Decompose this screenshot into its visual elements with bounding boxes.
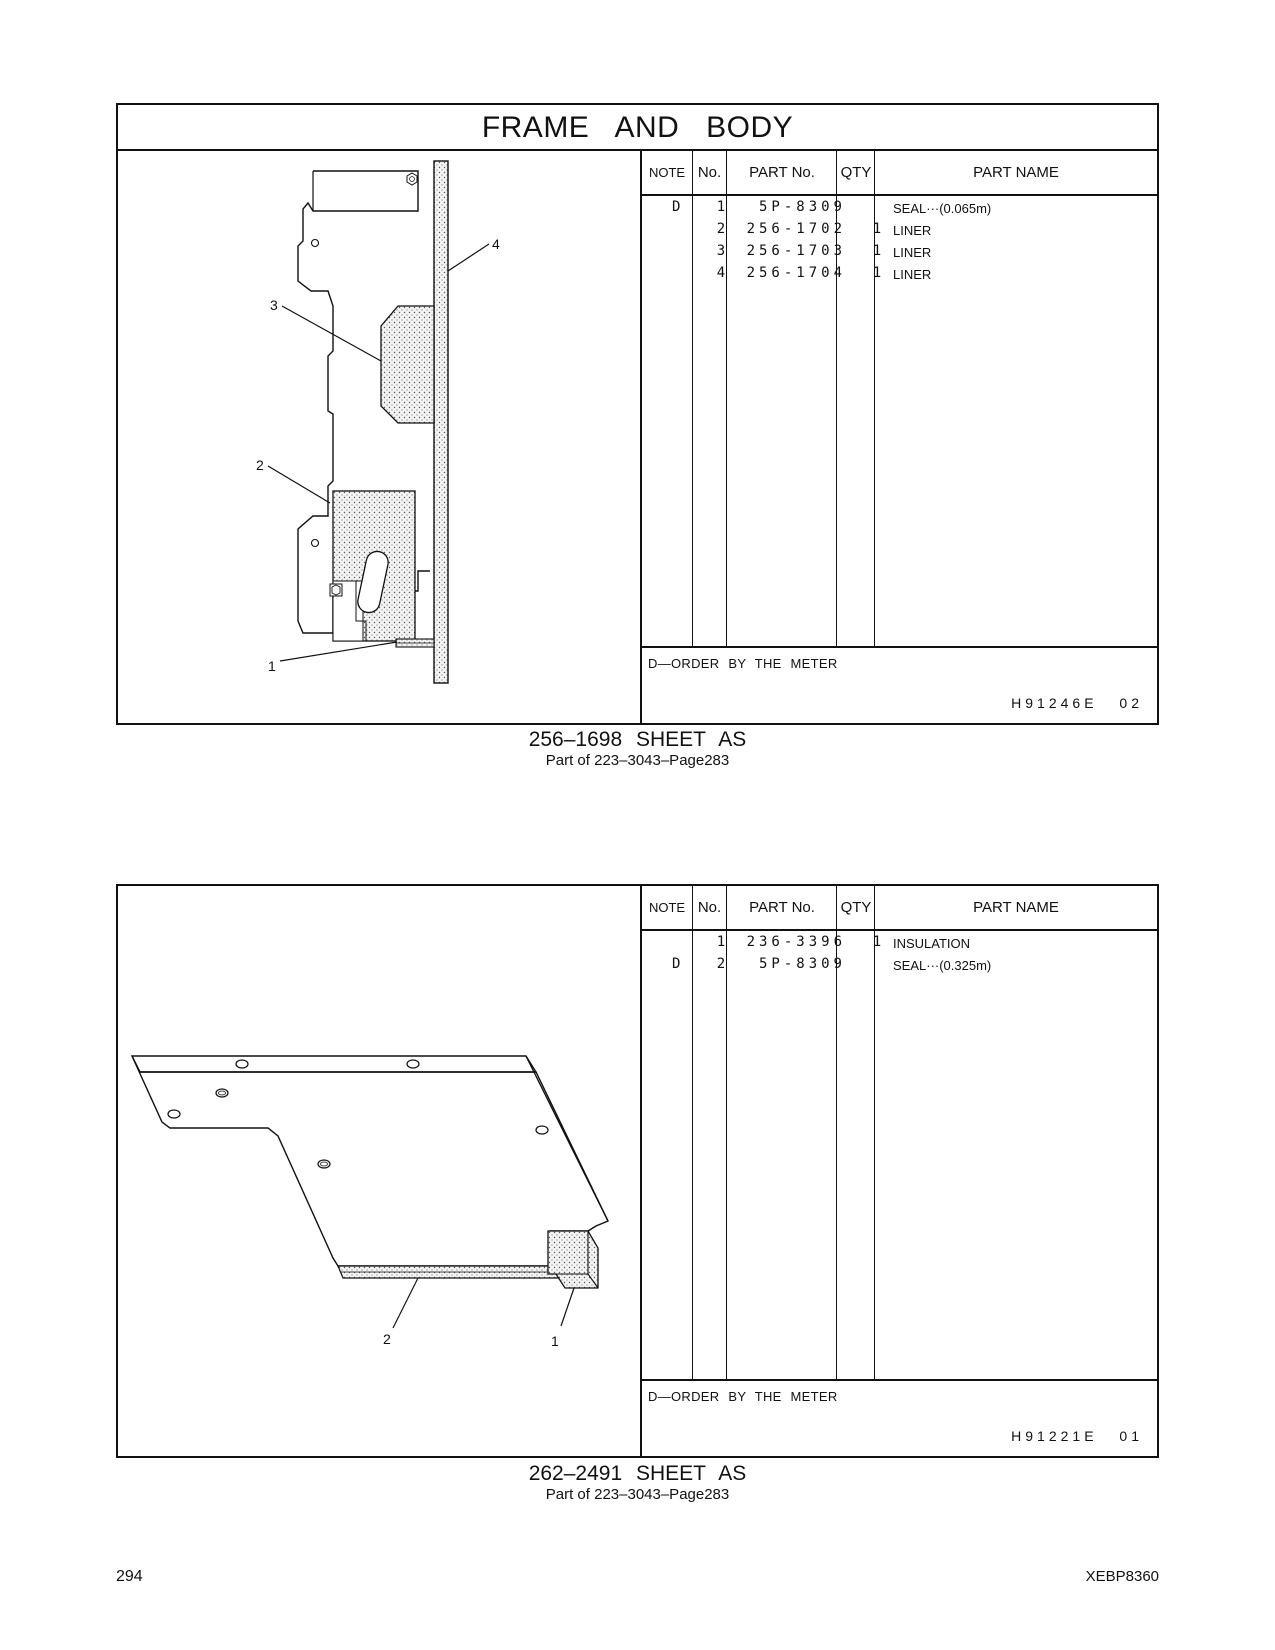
parts-table-1 [642,151,1157,723]
table-row: D 1 5P-8309 SEAL···(0.065m) [672,199,992,216]
nut-top [407,173,417,185]
section-title: FRAME AND BODY [118,105,1157,151]
caption-1 [0,728,1275,769]
liner-3 [381,306,434,423]
caption-title: 256–1698 SHEET AS [528,728,747,751]
table-row: 1 236-3396 1 INSULATION [716,934,971,951]
table-footer [642,1379,1157,1456]
table-row: 4 256-1704 1 LINER [716,265,932,282]
drawing-code: H91221E 01 [1011,1428,1143,1444]
table-footer [642,646,1157,723]
callout-1: 1 [268,658,276,674]
insulation-sheet [132,1056,536,1072]
table-row: D 2 5P-8309 SEAL···(0.325m) [672,956,992,973]
caption-2 [0,1462,1275,1503]
header-qty: QTY [840,164,872,181]
document-id: XEBP8360 [1085,1568,1159,1585]
parts-panel-2 [116,884,1159,1458]
header-part-no: PART No. [749,164,815,181]
header-part-name: PART NAME [973,164,1059,181]
exploded-drawing-1 [118,151,642,723]
caption-subtitle: Part of 223–3043–Page283 [545,752,730,769]
table-row: 3 256-1703 1 LINER [716,243,932,260]
header-note: NOTE [648,165,686,180]
insulation-block-1 [548,1231,598,1288]
table-header [642,151,1157,196]
table-row: 2 256-1702 1 LINER [716,221,932,238]
callout-4: 4 [492,236,500,252]
parts-panel-1 [116,103,1159,725]
callout-2: 2 [256,457,264,473]
header-part-name: PART NAME [973,899,1059,916]
liner-4-plate [434,161,448,683]
callout-2: 2 [383,1331,391,1347]
callout-1: 1 [551,1333,559,1349]
exploded-drawing-2 [118,886,642,1456]
footnote: D—ORDER BY THE METER [648,656,838,671]
header-note: NOTE [648,900,686,915]
callout-3: 3 [270,297,278,313]
header-part-no: PART No. [749,899,815,916]
table-header [642,886,1157,931]
header-no: No. [697,164,722,181]
footnote: D—ORDER BY THE METER [648,1389,838,1404]
header-no: No. [697,899,722,916]
caption-subtitle: Part of 223–3043–Page283 [545,1486,730,1503]
page-number: 294 [116,1568,143,1585]
parts-table-2 [642,886,1157,1456]
drawing-code: H91246E 02 [1011,695,1143,711]
caption-title: 262–2491 SHEET AS [528,1462,747,1485]
header-qty: QTY [840,899,872,916]
